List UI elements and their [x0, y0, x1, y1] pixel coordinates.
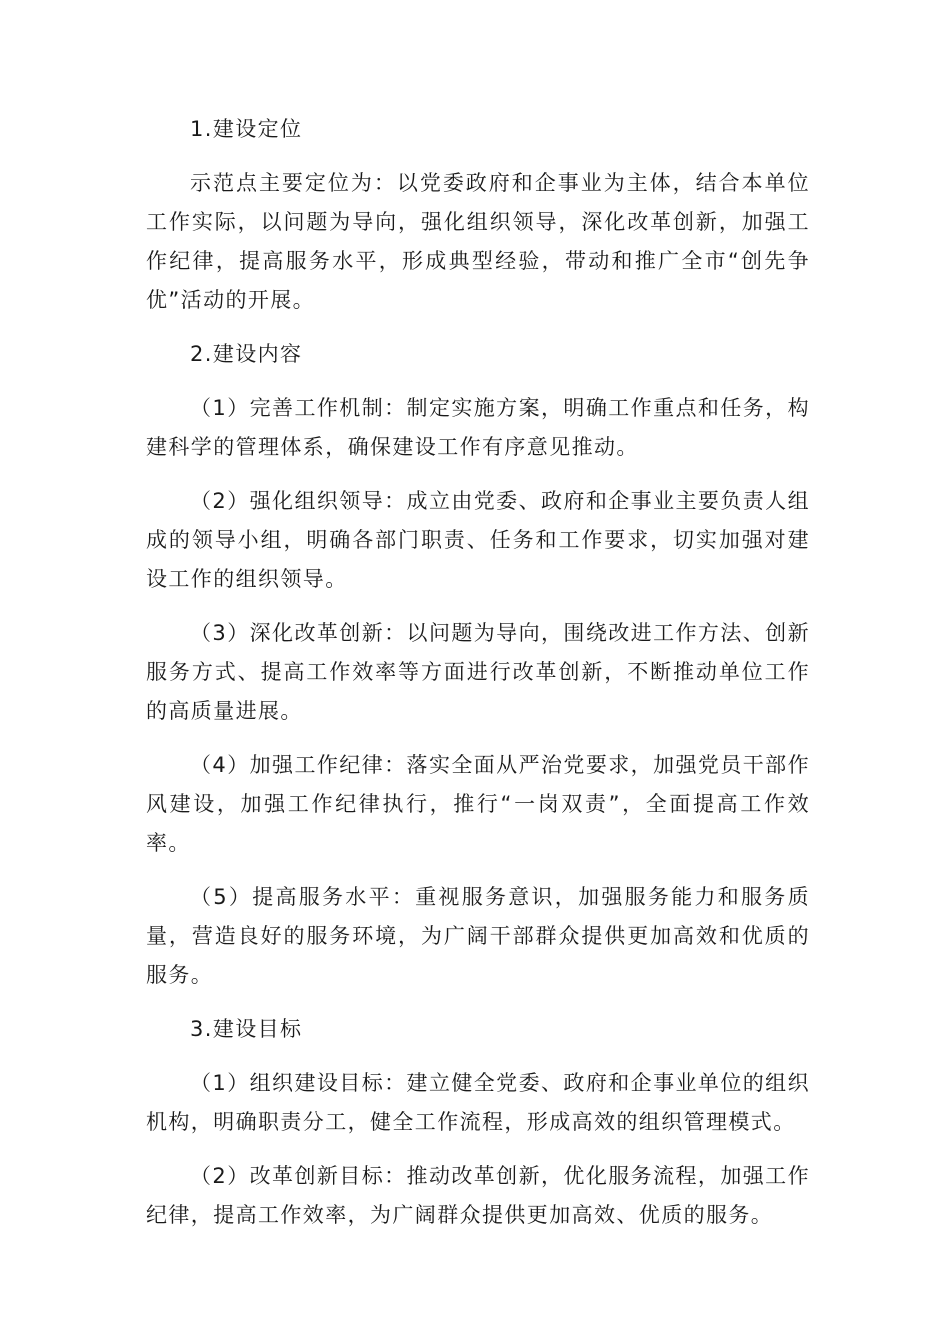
paragraph-organization-goal: （1）组织建设目标：建立健全党委、政府和企事业单位的组织机构，明确职责分工，健全工作流程，形成高效的组织管理模式。	[146, 1071, 810, 1134]
document-body	[146, 110, 810, 1250]
paragraph-organization-leadership: （2）强化组织领导：成立由党委、政府和企事业主要负责人组成的领导小组，明确各部门职责、任务和工作要求，切实加强对建设工作的组织领导。	[146, 489, 810, 591]
paragraph-service-level: （5）提高服务水平：重视服务意识，加强服务能力和服务质量，营造良好的服务环境，为广阔干部群众提供更加高效和优质的服务。	[146, 885, 810, 987]
paragraph-reform-goal: （2）改革创新目标：推动改革创新，优化服务流程，加强工作纪律，提高工作效率，为广阔群众提供更加高效、优质的服务。	[146, 1164, 810, 1227]
paragraph-work-mechanism: （1）完善工作机制：制定实施方案，明确工作重点和任务，构建科学的管理体系，确保建设工作有序意见推动。	[146, 396, 810, 459]
section-heading-positioning: 1.建设定位	[190, 117, 303, 141]
paragraph-positioning: 示范点主要定位为：以党委政府和企事业为主体，结合本单位工作实际，以问题为导向，强化组织领导，深化改革创新，加强工作纪律，提高服务水平，形成典型经验，带动和推广全市“创先争优”活动的开展。	[146, 171, 810, 312]
paragraph-reform-innovation: （3）深化改革创新：以问题为导向，围绕改进工作方法、创新服务方式、提高工作效率等方面进行改革创新，不断推动单位工作的高质量进展。	[146, 621, 810, 723]
section-heading-goals: 3.建设目标	[190, 1017, 303, 1041]
paragraph-work-discipline: （4）加强工作纪律：落实全面从严治党要求，加强党员干部作风建设，加强工作纪律执行，推行“一岗双责”，全面提高工作效率。	[146, 753, 810, 855]
section-heading-content: 2.建设内容	[190, 342, 303, 366]
